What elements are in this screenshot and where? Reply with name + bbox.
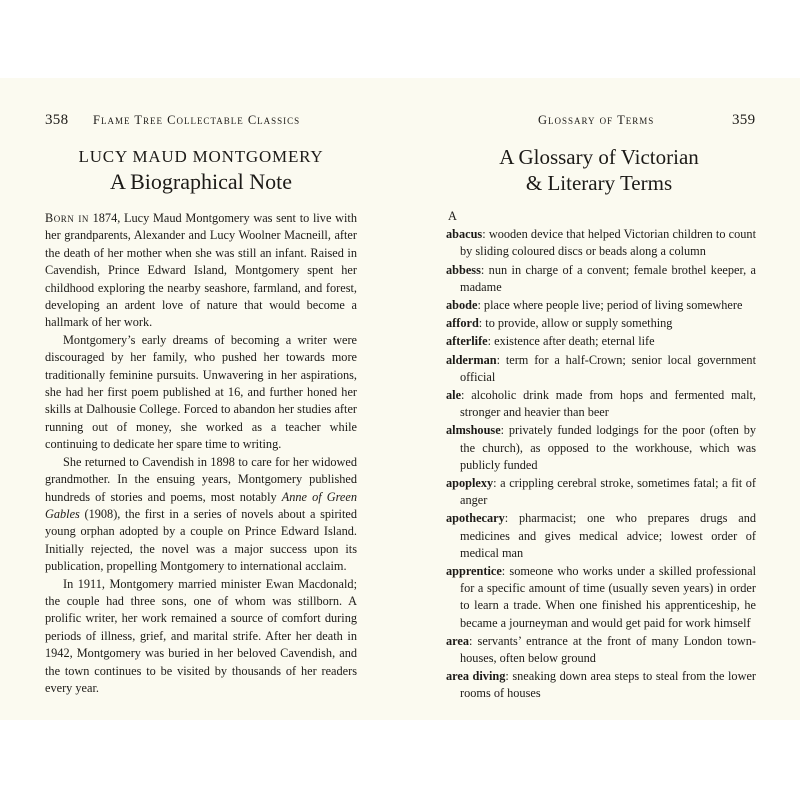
bio-paragraph <box>45 454 357 576</box>
right-page <box>400 78 800 720</box>
glossary-term: ale <box>446 388 462 403</box>
glossary-entry <box>446 633 756 667</box>
section-letter: A <box>448 209 457 223</box>
biography-text <box>45 210 357 697</box>
running-head-right: Glossary of Terms <box>538 113 655 127</box>
glossary-entry <box>446 262 756 296</box>
glossary-term: abode <box>446 298 478 313</box>
glossary-term: abacus <box>446 227 483 242</box>
glossary-term: almshouse <box>446 423 501 438</box>
glossary-definition: : pharmacist; one who prepares drugs and medicines and gives medical advice; lowest order of medical man <box>460 511 756 560</box>
glossary-entry <box>446 333 756 350</box>
glossary-entry <box>446 352 756 386</box>
left-page <box>0 78 400 720</box>
running-head-left: Flame Tree Collectable Classics <box>93 113 301 127</box>
glossary-term: alderman <box>446 352 497 367</box>
glossary-term: area <box>446 633 469 648</box>
glossary-definition: : wooden device that helped Victorian children to count by sliding coloured discs or beads along a column <box>460 227 756 259</box>
glossary-entry <box>446 510 756 562</box>
book-title: Anne of Green Gables <box>45 489 357 521</box>
glossary-definition: : existence after death; eternal life <box>487 334 655 349</box>
glossary-definition: : to provide, allow or supply something <box>478 316 673 331</box>
glossary-entry <box>446 297 756 314</box>
glossary-definition: : someone who works under a skilled professional for a specific amount of time (usually seven years) in order to learn a trade. When one finished his apprenticeship, he became a journeyman and would get paid for work himself <box>460 564 756 630</box>
page-number-right: 359 <box>732 112 756 128</box>
glossary-entry <box>446 315 756 332</box>
paragraph-text: 1874, Lucy Maud Montgomery was sent to live with her grandparents, Alexander and Lucy Woolner Macneill, after the death of her mother when she was still an infant. Raised in Cavendish, Prince Edward Island, Montgomery spent her childhood exploring the nearby seashore, farmland, and forest, developing an ardent love of nature that would become a hallmark of her work. <box>45 211 357 330</box>
glossary-entry <box>446 226 756 260</box>
glossary-entry <box>446 422 756 474</box>
glossary-entry <box>446 387 756 421</box>
glossary-definition: : term for a half-Crown; senior local government official <box>460 352 756 384</box>
glossary-entry <box>446 563 756 632</box>
book-spread <box>0 78 800 720</box>
glossary-term: apothecary <box>446 511 505 526</box>
page-number-left: 358 <box>45 112 69 128</box>
bio-paragraph: Montgomery’s early dreams of becoming a writer were discouraged by her family, who pushed her towards more traditionally feminine pursuits. Unwavering in her aspirations, she had her first poem published at 16, and further honed her skills at Dalhousie College. Forced to abandon her studies after running out of money, she worked as a teacher while continuing to dedicate her spare time to writing. <box>45 332 357 452</box>
opening-words: Born in <box>45 211 89 225</box>
glossary-definition: : a crippling cerebral stroke, sometimes fatal; a fit of anger <box>460 476 756 508</box>
glossary-title <box>440 144 758 196</box>
glossary-title-line-1: A Glossary of Victorian <box>499 145 699 169</box>
glossary-term: afterlife <box>446 334 488 349</box>
glossary-list <box>446 208 756 704</box>
glossary-term: afford <box>446 316 479 331</box>
paragraph-text: She returned to Cavendish in 1898 to care for her widowed grandmother. In the ensuing years, Montgomery published hundreds of stories and poems, most notably <box>45 454 357 504</box>
glossary-title-line-2: & Literary Terms <box>525 171 673 195</box>
glossary-term: abbess <box>446 262 481 277</box>
glossary-definition: : place where people live; period of living somewhere <box>477 298 743 313</box>
glossary-definition: : servants’ entrance at the front of many London town-houses, often below ground <box>460 633 756 666</box>
bio-paragraph: In 1911, Montgomery married minister Ewan Macdonald; the couple had three sons, one of whom was stillborn. A prolific writer, her work remained a source of comfort during periods of illness, grief, and marital strife. After her death in 1942, Montgomery was buried in her beloved Cavendish, and the town continues to be visited by thousands of her readers every year. <box>45 576 357 695</box>
glossary-entry <box>446 668 756 702</box>
author-name: LUCY MAUD MONTGOMERY <box>78 147 324 166</box>
glossary-definition: : alcoholic drink made from hops and fermented malt, stronger and heavier than beer <box>460 388 756 420</box>
biography-subtitle: A Biographical Note <box>109 169 293 194</box>
glossary-entries <box>446 226 756 702</box>
glossary-definition: : nun in charge of a convent; female brothel keeper, a madame <box>460 262 756 294</box>
glossary-entry <box>446 475 756 509</box>
glossary-term: apoplexy <box>446 476 494 491</box>
bio-paragraph <box>45 210 357 332</box>
glossary-definition: : sneaking down area steps to steal from the lower rooms of houses <box>460 669 756 701</box>
glossary-definition: : privately funded lodgings for the poor (often by the church), as opposed to the workhouse, which was publicly funded <box>460 423 756 472</box>
glossary-term: area diving <box>446 669 506 684</box>
glossary-term: apprentice <box>446 564 502 579</box>
paragraph-text: (1908), the first in a series of novels about a spirited young orphan adopted by a couple on Prince Edward Island. Initially rejected, the novel was a major success upon its publication, propelling Montgomery to international acclaim. <box>45 506 357 574</box>
biography-heading <box>45 146 357 196</box>
